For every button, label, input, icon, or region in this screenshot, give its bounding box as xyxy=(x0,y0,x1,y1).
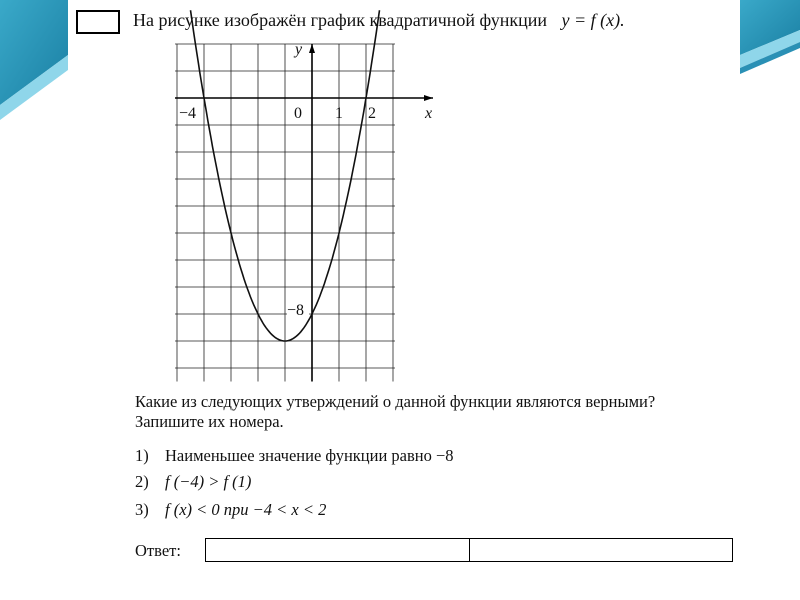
answer-field[interactable] xyxy=(206,539,469,561)
statement-number: 2) xyxy=(135,472,149,491)
question-line-2: Запишите их номера. xyxy=(135,412,284,431)
answer-label: Ответ: xyxy=(135,541,181,560)
parabola-graph xyxy=(160,40,433,385)
graph-grid xyxy=(175,44,395,382)
y-axis-arrow xyxy=(309,44,315,53)
tick-label-y-neg8: −8 xyxy=(287,302,305,319)
graph-axes xyxy=(175,44,433,382)
statement-2 xyxy=(135,472,251,492)
statement-number: 1) xyxy=(135,446,149,465)
tick-label-origin: 0 xyxy=(294,105,302,122)
task-number-box xyxy=(76,10,120,34)
statement-text: Наименьшее значение функции равно −8 xyxy=(165,446,454,465)
tick-label-x-2: 2 xyxy=(368,105,376,122)
answer-box xyxy=(205,538,733,562)
statement-number: 3) xyxy=(135,500,149,519)
graph-tick-labels xyxy=(179,41,432,319)
tick-label-x-neg4: −4 xyxy=(179,105,197,122)
x-axis-label: x xyxy=(425,105,433,122)
statement-3 xyxy=(135,500,326,520)
title-function: y = f (x). xyxy=(561,10,625,30)
title-text: На рисунке изображён график квадратичной функции xyxy=(133,10,548,30)
statement-text: f (−4) > f (1) xyxy=(165,472,252,491)
tick-label-x-1: 1 xyxy=(335,105,343,122)
y-axis-label: y xyxy=(295,41,303,58)
answer-field[interactable] xyxy=(469,539,733,561)
statement-1 xyxy=(135,446,454,466)
statement-text: f (x) < 0 при −4 < x < 2 xyxy=(165,500,327,519)
question-line-1: Какие из следующих утверждений о данной функции являются верными? xyxy=(135,392,656,411)
